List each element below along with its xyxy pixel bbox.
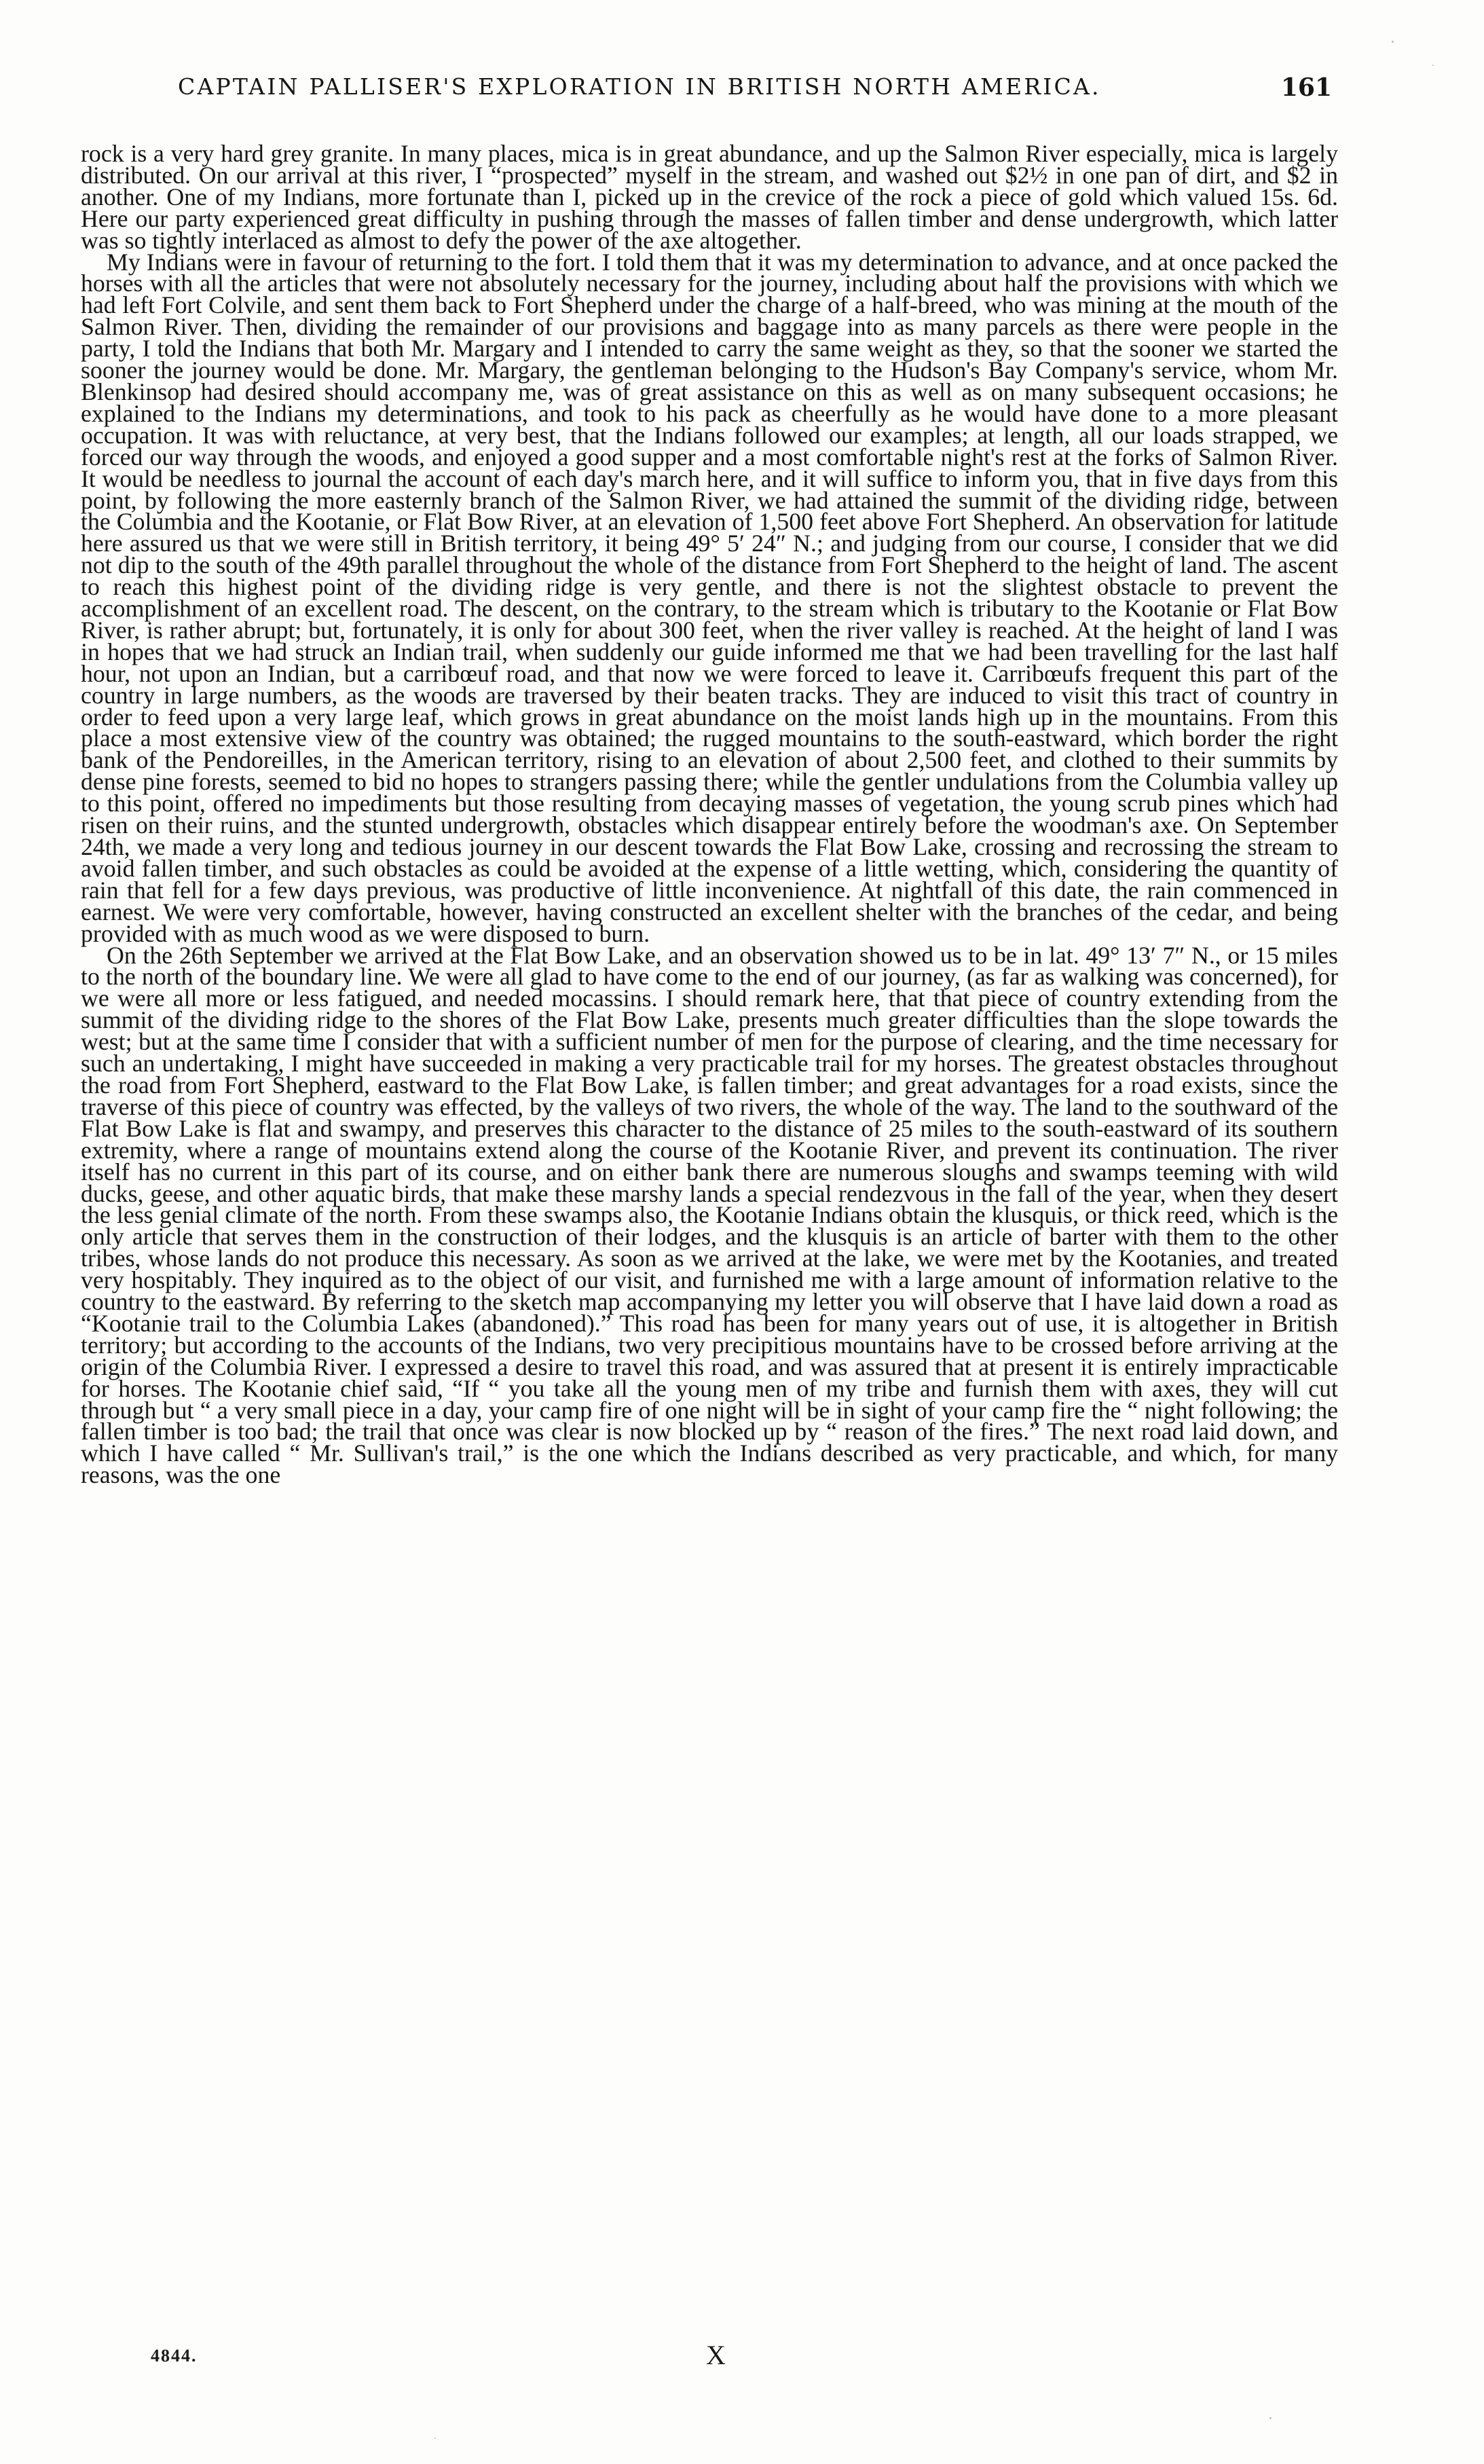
body-text (81, 140, 1338, 1489)
page-footer (0, 2340, 1484, 2380)
scan-speck (434, 2438, 436, 2439)
paragraph-3: On the 26th September we arrived at the Flat Bow Lake, and an observation showed us to be in lat. 49° 13′ 7″ N., or 15 miles to the north of the boundary line. We were all glad to have come to the end of our journey, (as far as walking was concerned), for we were all more or less fatigued, and needed mocassins. I should remark here, that that piece of country extending from the summit of the dividing ridge to the shores of the Flat Bow Lake, presents much greater difficulties than the slope towards the west; but at the same time I consider that with a sufficient number of men for the purpose of clearing, and the time necessary for such an undertaking, I might have succeeded in making a very practicable trail for my horses. The greatest obstacles throughout the road from Fort Shepherd, eastward to the Flat Bow Lake, is fallen timber; and great advantages for a road exists, since the traverse of this piece of country was effected, by the valleys of two rivers, the whole of the way. The land to the southward of the Flat Bow Lake is flat and swampy, and preserves this character to the distance of 25 miles to the south-eastward of its southern extremity, where a range of mountains extend along the course of the Kootanie River, and prevent its continuation. The river itself has no current in this part of its course, and on either bank there are numerous sloughs and swamps teeming with wild ducks, geese, and other aquatic birds, that make these marshy lands a special rendezvous in the fall of the year, when they desert the less genial climate of the north. From these swamps also, the Kootanie Indians obtain the klusquis, or thick reed, which is the only article that serves them in the construction of their lodges, and the klusquis is an article of barter with them to the other tribes, whose lands do not produce this necessary. As soon as we arrived at the lake, we were met by the Kootanies, and treated very hospitably. They inquired as to the object of our visit, and furnished me with a large amount of information relative to the country to the eastward. By referring to the sketch map accompanying my letter you will observe that I have laid down a road as “Kootanie trail to the Columbia Lakes (abandoned).” This road has been for many years out of use, it is altogether in British territory; but according to the accounts of the Indians, two very precipitious mountains have to be crossed before arriving at the origin of the Columbia River. I expressed a desire to travel this road, and was assured that at present it is entirely impracticable for horses. The Kootanie chief said, “If “ you take all the young men of my tribe and furnish them with axes, they will cut through but “ a very small piece in a day, your camp fire of one night will be in sight of your camp fire the “ night following; the fallen timber is too bad; the trail that once was clear is now blocked up by “ reason of the fires.” The next road laid down, and which I have called “ Mr. Sullivan's trail,” is the one which the Indians described as very practicable, and which, for many reasons, was the one (81, 941, 1338, 1489)
sheet-letter: X (706, 2340, 726, 2370)
printer-signature: 4844. (151, 2346, 198, 2366)
scan-speck (1269, 2417, 1272, 2419)
running-title: CAPTAIN PALLISER'S EXPLORATION IN BRITISH NORTH AMERICA. (178, 73, 1101, 100)
paragraph-2: My Indians were in favour of returning to the fort. I told them that it was my determination to advance, and at once packed the horses with all the articles that were not absolutely necessary for the journey, including about half the provisions with which we had left Fort Colvile, and sent them back to Fort Shepherd under the charge of a half-breed, who was mining at the mouth of the Salmon River. Then, dividing the remainder of our provisions and baggage into as many parcels as there were people in the party, I told the Indians that both Mr. Margary and I intended to carry the same weight as they, so that the sooner we started the sooner the journey would be done. Mr. Margary, the gentleman belonging to the Hudson's Bay Company's service, whom Mr. Blenkinsop had desired should accompany me, was of great assistance on this as well as on many subsequent occasions; he explained to the Indians my determinations, and took to his pack as cheerfully as he would have done to a more pleasant occupation. It was with reluctance, at very best, that the Indians followed our examples; at length, all our loads strapped, we forced our way through the woods, and enjoyed a good supper and a most comfortable night's rest at the forks of Salmon River. It would be needless to journal the account of each day's march here, and it will suffice to inform you, that in five days from this point, by following the more easternly branch of the Salmon River, we had attained the summit of the dividing ridge, between the Columbia and the Kootanie, or Flat Bow River, at an elevation of 1,500 feet above Fort Shepherd. An observation for latitude here assured us that we were still in British territory, it being 49° 5′ 24″ N.; and judging from our course, I consider that we did not dip to the south of the 49th parallel throughout the whole of the distance from Fort Shepherd to the height of land. The ascent to reach this highest point of the dividing ridge is very gentle, and there is not the slightest obstacle to prevent the accomplishment of an excellent road. The descent, on the contrary, to the stream which is tributary to the Kootanie or Flat Bow River, is rather abrupt; but, fortunately, it is only for about 300 feet, when the river valley is reached. At the height of land I was in hopes that we had struck an Indian trail, when suddenly our guide informed me that we had been travelling for the last half hour, not upon an Indian, but a carribœuf road, and that now we were forced to leave it. Carribœufs frequent this part of the country in large numbers, as the woods are traversed by their beaten tracks. They are induced to visit this tract of country in order to feed upon a very large leaf, which grows in great abundance on the moist lands high up in the mountains. From this place a most extensive view of the country was obtained; the rugged mountains to the south-eastward, which border the right bank of the Pendoreilles, in the American territory, rising to an elevation of about 2,500 feet, and clothed to their summits by dense pine forests, seemed to bid no hopes to strangers passing there; while the gentler undulations from the Columbia valley up to this point, offered no impediments but those resulting from decaying masses of vegetation, the young scrub pines which had risen on their ruins, and the stunted undergrowth, obstacles which disappear entirely before the woodman's axe. On September 24th, we made a very long and tedious journey in our descent towards the Flat Bow Lake, crossing and recrossing the stream to avoid fallen timber, and such obstacles as could be avoided at the expense of a little wetting, which, considering the quantity of rain that fell for a few days previous, was productive of little inconvenience. At nightfall of this date, the rain commenced in earnest. We were very comfortable, however, having constructed an excellent shelter with the branches of the cedar, and being provided with as much wood as we were disposed to burn. (81, 248, 1338, 947)
page-number: 161 (1280, 73, 1332, 102)
paragraph-1: rock is a very hard grey granite. In many places, mica is in great abundance, and up the Salmon River especially, mica is largely distributed. On our arrival at this river, I “prospected” myself in the stream, and washed out $2½ in one pan of dirt, and $2 in another. One of my Indians, more fortunate than I, picked up in the crevice of the rock a piece of gold which valued 15s. 6d. Here our party experienced great difficulty in pushing through the masses of fallen timber and dense undergrowth, which latter was so tightly interlaced as almost to defy the power of the axe altogether. (81, 140, 1338, 254)
scan-speck (1432, 65, 1434, 66)
scan-speck (1392, 41, 1394, 43)
page-header (178, 73, 1332, 114)
